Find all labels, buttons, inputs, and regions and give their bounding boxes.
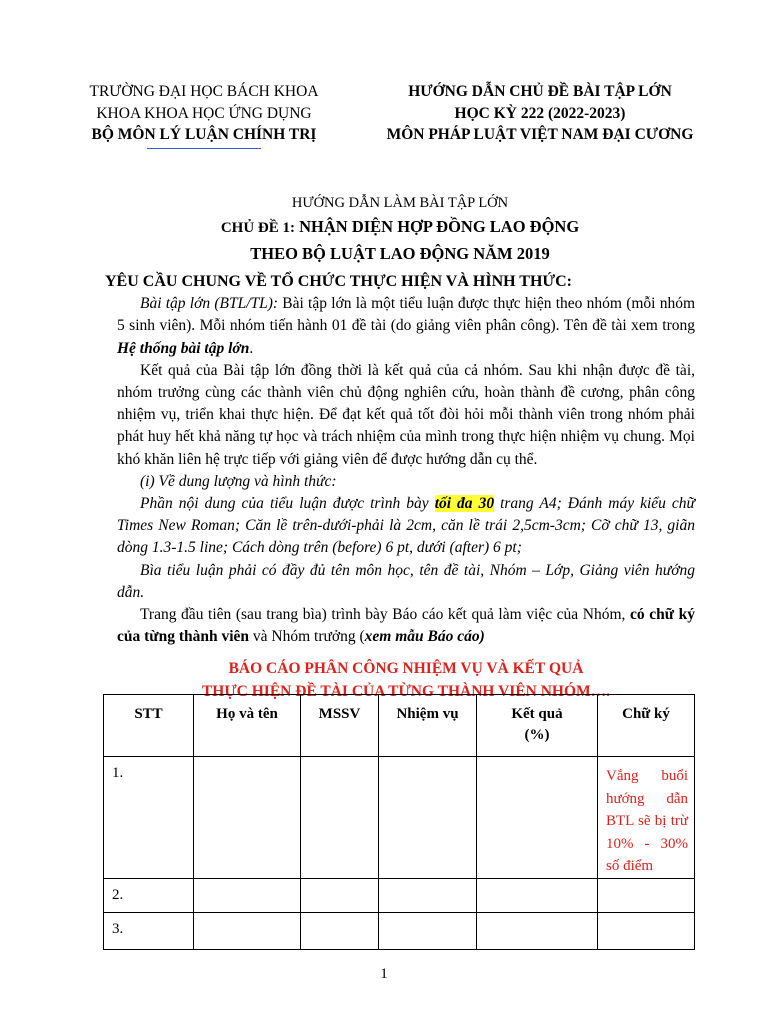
paragraph-first-page (117, 604, 695, 648)
cell-empty (379, 913, 477, 950)
subheading-format: (i) Về dung lượng và hình thức: (140, 472, 337, 490)
table-row (104, 913, 695, 950)
btl-label: Bài tập lớn (BTL/TL): (140, 295, 279, 313)
cell-empty (379, 757, 477, 879)
cell-empty (598, 879, 695, 913)
report-title-line-1: BÁO CÁO PHÂN CÔNG NHIỆM VỤ VÀ KẾT QUẢ (228, 660, 584, 678)
page-number: 1 (380, 966, 388, 982)
table-header-row (104, 695, 695, 757)
system-reference: Hệ thống bài tập lớn (117, 339, 250, 357)
title-line-2 (100, 214, 700, 241)
document-body (105, 271, 695, 703)
cell-empty (301, 879, 379, 913)
absence-note: Vắng buổi hướng dẫn BTL sẽ bị trừ 10% - 30% số điểm (598, 757, 695, 879)
header-result: Kết quả (%) (477, 695, 598, 757)
report-table (103, 694, 695, 950)
cell-empty (301, 913, 379, 950)
row-stt: 1. (104, 757, 194, 879)
cell-empty (194, 913, 301, 950)
topic-name: NHẬN DIỆN HỢP ĐỒNG LAO ĐỘNG (299, 217, 580, 236)
cell-empty (477, 913, 598, 950)
row-stt: 3. (104, 913, 194, 950)
cell-empty (477, 757, 598, 879)
report-sample-reference: xem mẫu Báo cáo) (364, 628, 485, 646)
btl-text: Bài tập lớn là một tiểu luận được thực hiện theo nhóm (mỗi nhóm 5 sinh viên). Mỗi nhóm tiến hành 01 đề tài (do giảng viên phân công). Tên đề tài xem trong (117, 295, 695, 335)
title-line-1: HƯỚNG DẪN LÀM BÀI TẬP LỚN (291, 195, 509, 211)
guide-title: HƯỚNG DẪN CHỦ ĐỀ BÀI TẬP LỚN (408, 83, 672, 100)
first-page-text-c: và Nhóm trưởng ( (249, 628, 365, 646)
header-divider (147, 148, 261, 149)
paragraph-cover: Bìa tiểu luận phải có đầy đủ tên môn học, tên đề tài, Nhóm – Lớp, Giảng viên hướng dẫn. (117, 561, 695, 601)
btl-end: . (249, 339, 254, 357)
paragraph-format (117, 493, 695, 560)
faculty-name: KHOA KHOA HỌC ỨNG DỤNG (96, 104, 312, 122)
max-pages-highlight: tối đa 30 (434, 495, 495, 513)
cell-empty (194, 757, 301, 879)
header-student-id: MSSV (301, 695, 379, 757)
cell-empty (301, 757, 379, 879)
first-page-text-a: Trang đầu tiên (sau trang bìa) trình bày Báo cáo kết quả làm việc của Nhóm, (140, 606, 630, 624)
format-text-a: Phần nội dung của tiểu luận được trình bày (140, 495, 435, 513)
cell-empty (379, 879, 477, 913)
row-stt: 2. (104, 879, 194, 913)
paragraph-results: Kết quả của Bài tập lớn đồng thời là kết quả của cả nhóm. Sau khi nhận được đề tài, nhóm trưởng cùng các thành viên chủ động nghiên cứu, hoàn thành đề cương, phân công nhiệm vụ, triển khai thực hiện. Để đạt kết quả tốt đòi hỏi mỗi thành viên trong nhóm phải phát huy hết khả năng tự học và trách nhiệm của mình trong thực hiện nhiệm vụ chung. Mọi khó khăn liên hệ trực tiếp với giảng viên để được hướng dẫn cụ thể. (117, 361, 695, 468)
university-name: TRƯỜNG ĐẠI HỌC BÁCH KHOA (89, 83, 319, 100)
header-signature: Chữ ký (598, 695, 695, 757)
cell-empty (477, 879, 598, 913)
table-row (104, 757, 695, 879)
course-header (360, 81, 720, 146)
signature-requirement: có chữ ký của từng thành viên (117, 606, 695, 646)
cell-empty (194, 879, 301, 913)
header-name: Họ và tên (194, 695, 301, 757)
format-text-b: trang A4; Đánh máy kiểu chữ Times New Roman; Căn lề trên-dưới-phải là 2cm, căn lề trái 2,5cm-3cm; Cỡ chữ 13, giãn dòng 1.3-1.5 line; Cách dòng trên (before) 6 pt, dưới (after) 6 pt; (117, 495, 695, 557)
header-stt: STT (104, 695, 194, 757)
section-heading: YÊU CẦU CHUNG VỀ TỔ CHỨC THỰC HIỆN VÀ HÌNH THỨC: (105, 273, 573, 290)
course-name: MÔN PHÁP LUẬT VIỆT NAM ĐẠI CƯƠNG (386, 126, 694, 143)
report-title-line-2: THỰC HIỆN ĐỀ TÀI CỦA TỪNG THÀNH VIÊN NHÓM…. (201, 683, 611, 701)
document-title (100, 193, 700, 267)
topic-label: CHỦ ĐỀ 1: (220, 220, 295, 236)
institution-header (62, 81, 346, 149)
header-task: Nhiệm vụ (379, 695, 477, 757)
semester: HỌC KỲ 222 (2022-2023) (454, 104, 626, 122)
paragraph-btl (117, 293, 695, 360)
title-line-3: THEO BỘ LUẬT LAO ĐỘNG NĂM 2019 (250, 244, 550, 263)
cell-empty (598, 913, 695, 950)
table-row (104, 879, 695, 913)
department-name: BỘ MÔN LÝ LUẬN CHÍNH TRỊ (91, 126, 317, 143)
